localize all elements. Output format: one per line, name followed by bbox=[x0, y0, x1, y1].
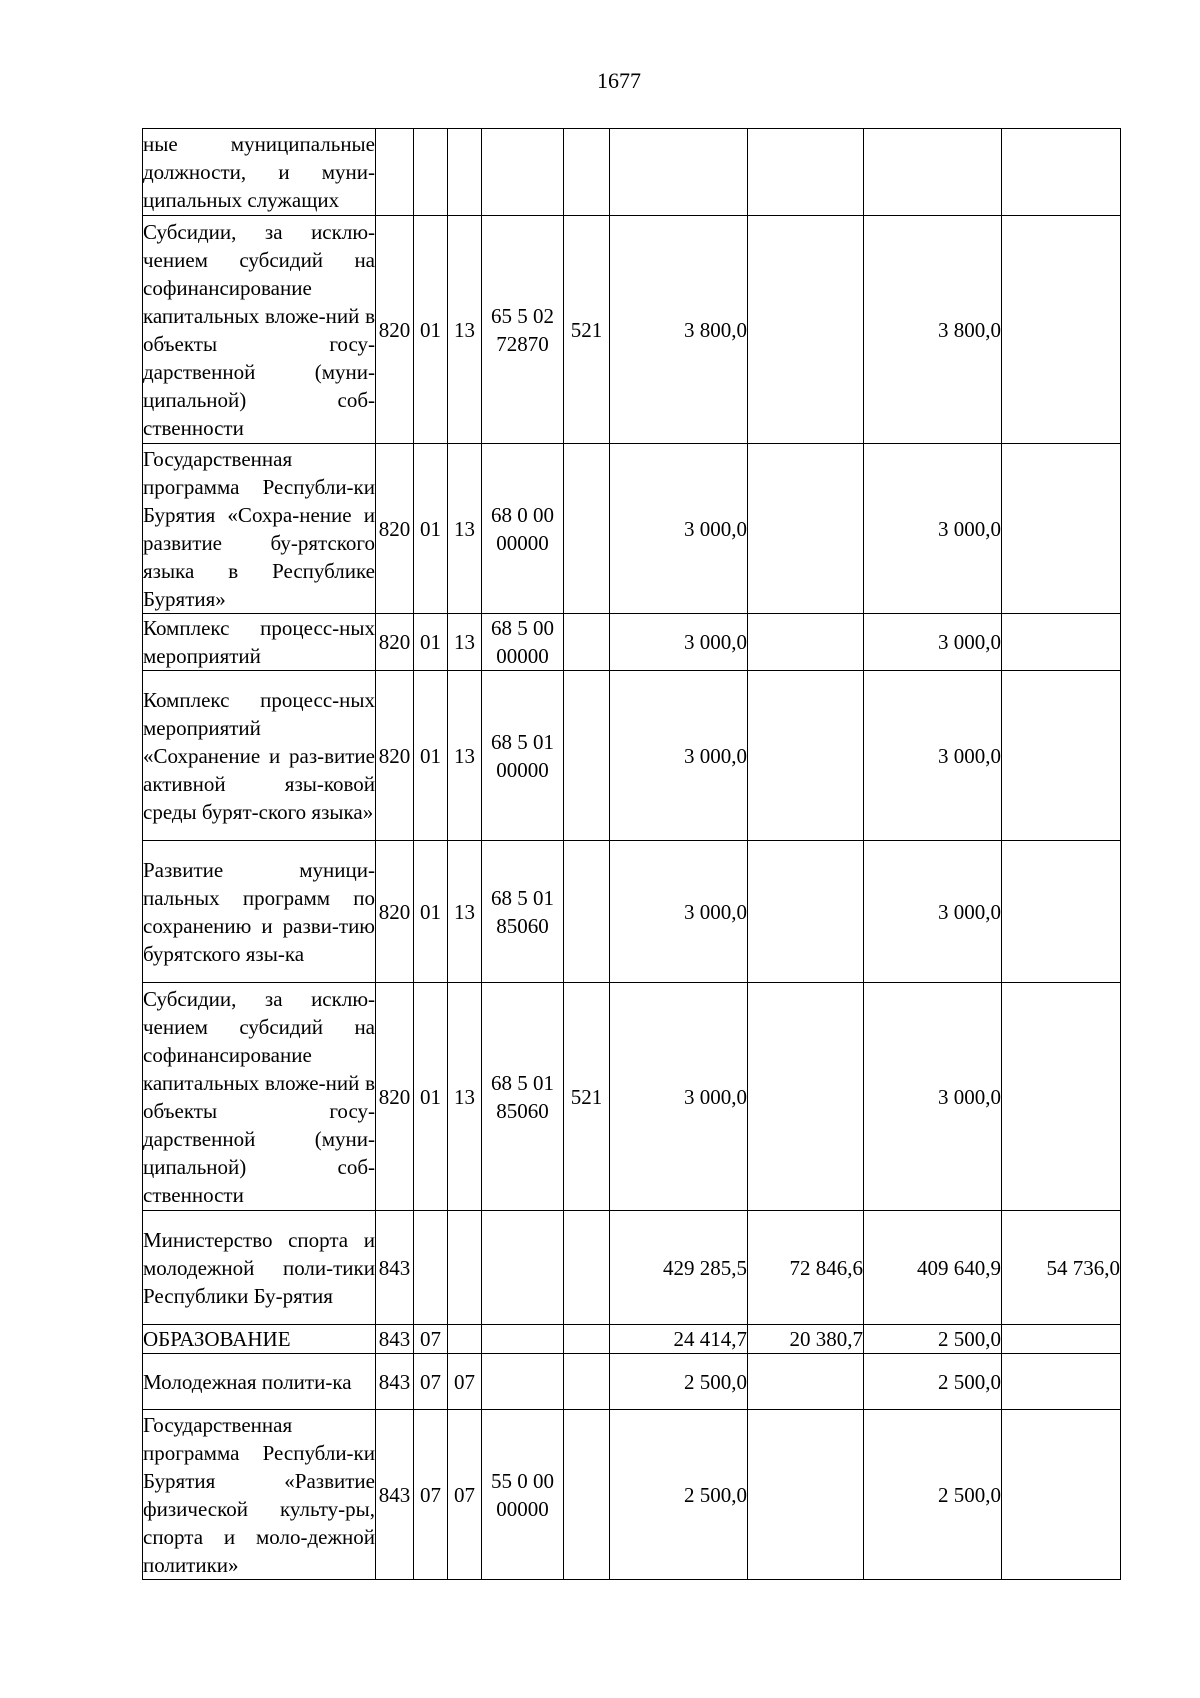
cell-subsection-text: 07 bbox=[454, 1482, 475, 1507]
cell-name bbox=[143, 671, 376, 841]
cell-amount-2-text: 72 846,6 bbox=[789, 1255, 863, 1280]
cell-subsection-text: 13 bbox=[454, 630, 475, 654]
cell-admin bbox=[376, 216, 414, 444]
cell-section bbox=[414, 841, 448, 983]
cell-total-text: 3 000,0 bbox=[684, 630, 747, 654]
cell-amount-3 bbox=[864, 841, 1002, 983]
cell-target bbox=[482, 841, 564, 983]
cell-amount-3-text: 3 800,0 bbox=[938, 317, 1001, 342]
cell-admin bbox=[376, 983, 414, 1211]
cell-subsection bbox=[448, 983, 482, 1211]
cell-amount-4 bbox=[1002, 671, 1121, 841]
cell-name-text: ные муниципальные должности, и муни-ципальных служащих bbox=[143, 132, 375, 212]
cell-target bbox=[482, 444, 564, 614]
cell-admin bbox=[376, 1325, 414, 1354]
cell-expense-type bbox=[564, 841, 610, 983]
cell-name bbox=[143, 216, 376, 444]
budget-table bbox=[142, 128, 1121, 1580]
cell-subsection bbox=[448, 1354, 482, 1410]
cell-amount-3 bbox=[864, 614, 1002, 671]
cell-amount-4 bbox=[1002, 614, 1121, 671]
cell-amount-3 bbox=[864, 1325, 1002, 1354]
cell-amount-4 bbox=[1002, 983, 1121, 1211]
cell-expense-type bbox=[564, 1410, 610, 1580]
cell-name bbox=[143, 1354, 376, 1410]
cell-name-text: Субсидии, за исклю-чением субсидий на софинансирование капитальных вложе-ний в объекты госу-дарственной (муни-ципальной) соб-ственности bbox=[143, 219, 375, 440]
cell-name-text: Субсидии, за исклю-чением субсидий на софинансирование капитальных вложе-ний в объекты госу-дарственной (муни-ципальной) соб-ственности bbox=[143, 986, 375, 1207]
cell-expense-type bbox=[564, 444, 610, 614]
cell-target bbox=[482, 1410, 564, 1580]
table-row bbox=[143, 841, 1121, 983]
cell-amount-2 bbox=[748, 216, 864, 444]
cell-admin-text: 843 bbox=[378, 1482, 411, 1507]
cell-total bbox=[610, 1354, 748, 1410]
cell-section bbox=[414, 614, 448, 671]
table-row bbox=[143, 671, 1121, 841]
cell-expense-type-text: 521 bbox=[570, 1084, 603, 1109]
cell-admin bbox=[376, 1211, 414, 1325]
cell-subsection bbox=[448, 1410, 482, 1580]
cell-amount-3-text: 2 500,0 bbox=[938, 1369, 1001, 1394]
cell-amount-4 bbox=[1002, 1410, 1121, 1580]
cell-subsection bbox=[448, 1211, 482, 1325]
cell-name bbox=[143, 1410, 376, 1580]
cell-name bbox=[143, 444, 376, 614]
cell-section bbox=[414, 216, 448, 444]
cell-section-text: 01 bbox=[420, 516, 441, 541]
cell-total-text: 3 000,0 bbox=[684, 899, 747, 924]
cell-subsection bbox=[448, 614, 482, 671]
cell-amount-3 bbox=[864, 671, 1002, 841]
cell-section bbox=[414, 1410, 448, 1580]
cell-total bbox=[610, 444, 748, 614]
cell-amount-3-text: 2 500,0 bbox=[938, 1327, 1001, 1351]
cell-amount-3 bbox=[864, 983, 1002, 1211]
cell-section-text: 01 bbox=[420, 899, 441, 924]
cell-amount-2 bbox=[748, 1211, 864, 1325]
cell-amount-2 bbox=[748, 1354, 864, 1410]
cell-amount-2 bbox=[748, 129, 864, 216]
cell-subsection bbox=[448, 671, 482, 841]
cell-name-text: Комплекс процесс-ных мероприятий «Сохранение и раз-витие активной язы-ковой среды бурят-ского языка» bbox=[143, 687, 375, 824]
cell-target-text: 68 0 00 00000 bbox=[491, 502, 554, 555]
cell-name bbox=[143, 1325, 376, 1354]
cell-target bbox=[482, 129, 564, 216]
cell-amount-4 bbox=[1002, 1211, 1121, 1325]
cell-admin bbox=[376, 444, 414, 614]
cell-section-text: 01 bbox=[420, 317, 441, 342]
cell-amount-4 bbox=[1002, 1354, 1121, 1410]
cell-admin bbox=[376, 841, 414, 983]
cell-total-text: 3 000,0 bbox=[684, 743, 747, 768]
cell-amount-4-text: 54 736,0 bbox=[1046, 1255, 1120, 1280]
cell-section-text: 01 bbox=[420, 1084, 441, 1109]
cell-target bbox=[482, 1325, 564, 1354]
cell-total-text: 429 285,5 bbox=[663, 1255, 747, 1280]
cell-amount-4 bbox=[1002, 216, 1121, 444]
cell-section bbox=[414, 983, 448, 1211]
cell-name bbox=[143, 614, 376, 671]
cell-admin-text: 820 bbox=[378, 630, 411, 654]
cell-name-text: Государственная программа Республи-ки Бурятия «Сохра-нение и развитие бу-рятского языка в Республике Бурятия» bbox=[143, 446, 375, 611]
cell-name bbox=[143, 983, 376, 1211]
cell-expense-type bbox=[564, 1211, 610, 1325]
cell-admin bbox=[376, 1410, 414, 1580]
cell-total bbox=[610, 671, 748, 841]
cell-amount-3-text: 3 000,0 bbox=[938, 1084, 1001, 1109]
cell-total bbox=[610, 216, 748, 444]
cell-target-text: 68 5 01 85060 bbox=[491, 1070, 554, 1123]
cell-amount-3-text: 3 000,0 bbox=[938, 899, 1001, 924]
cell-name bbox=[143, 1211, 376, 1325]
cell-amount-4 bbox=[1002, 129, 1121, 216]
cell-amount-3 bbox=[864, 1354, 1002, 1410]
cell-admin bbox=[376, 671, 414, 841]
cell-amount-4 bbox=[1002, 841, 1121, 983]
cell-total bbox=[610, 1410, 748, 1580]
cell-expense-type bbox=[564, 129, 610, 216]
cell-amount-2 bbox=[748, 1325, 864, 1354]
cell-amount-2 bbox=[748, 671, 864, 841]
cell-amount-3 bbox=[864, 1410, 1002, 1580]
cell-subsection-text: 07 bbox=[454, 1369, 475, 1394]
cell-section-text: 01 bbox=[420, 630, 441, 654]
table-row bbox=[143, 983, 1121, 1211]
cell-target-text: 55 0 00 00000 bbox=[491, 1468, 554, 1521]
cell-amount-3 bbox=[864, 444, 1002, 614]
cell-name-text: Молодежная полити-ка bbox=[143, 1369, 352, 1394]
cell-section bbox=[414, 671, 448, 841]
cell-subsection-text: 13 bbox=[454, 516, 475, 541]
cell-subsection-text: 13 bbox=[454, 743, 475, 768]
cell-expense-type bbox=[564, 983, 610, 1211]
table-row bbox=[143, 444, 1121, 614]
cell-amount-3-text: 2 500,0 bbox=[938, 1482, 1001, 1507]
cell-expense-type bbox=[564, 671, 610, 841]
cell-amount-3-text: 3 000,0 bbox=[938, 743, 1001, 768]
cell-total bbox=[610, 841, 748, 983]
cell-amount-3 bbox=[864, 216, 1002, 444]
cell-total-text: 3 800,0 bbox=[684, 317, 747, 342]
cell-amount-4 bbox=[1002, 1325, 1121, 1354]
cell-target bbox=[482, 216, 564, 444]
cell-admin-text: 820 bbox=[378, 743, 411, 768]
cell-name-text: ОБРАЗОВАНИЕ bbox=[143, 1327, 291, 1351]
cell-admin-text: 843 bbox=[378, 1255, 411, 1280]
cell-subsection-text: 13 bbox=[454, 899, 475, 924]
cell-amount-3-text: 409 640,9 bbox=[917, 1255, 1001, 1280]
table-row bbox=[143, 1354, 1121, 1410]
cell-name bbox=[143, 841, 376, 983]
cell-admin bbox=[376, 129, 414, 216]
cell-total-text: 2 500,0 bbox=[684, 1482, 747, 1507]
table-row bbox=[143, 129, 1121, 216]
cell-section bbox=[414, 1325, 448, 1354]
table-row bbox=[143, 1211, 1121, 1325]
cell-expense-type-text: 521 bbox=[570, 317, 603, 342]
cell-admin-text: 820 bbox=[378, 317, 411, 342]
cell-section-text: 01 bbox=[420, 743, 441, 768]
cell-name bbox=[143, 129, 376, 216]
cell-admin-text: 843 bbox=[378, 1369, 411, 1394]
cell-subsection bbox=[448, 1325, 482, 1354]
cell-amount-2 bbox=[748, 1410, 864, 1580]
cell-total bbox=[610, 1325, 748, 1354]
cell-total-text: 2 500,0 bbox=[684, 1369, 747, 1394]
cell-admin bbox=[376, 614, 414, 671]
cell-target-text: 65 5 02 72870 bbox=[491, 303, 554, 356]
cell-admin bbox=[376, 1354, 414, 1410]
cell-amount-2 bbox=[748, 614, 864, 671]
cell-name-text: Развитие муници-пальных программ по сохранению и разви-тию бурятского язы-ка bbox=[143, 857, 375, 966]
cell-section bbox=[414, 444, 448, 614]
table-row bbox=[143, 216, 1121, 444]
cell-target-text: 68 5 00 00000 bbox=[491, 616, 554, 668]
cell-expense-type bbox=[564, 216, 610, 444]
cell-section bbox=[414, 1354, 448, 1410]
cell-section-text: 07 bbox=[420, 1369, 441, 1394]
cell-total-text: 24 414,7 bbox=[673, 1327, 747, 1351]
cell-admin-text: 843 bbox=[378, 1327, 411, 1351]
cell-amount-2 bbox=[748, 841, 864, 983]
page-number: 1677 bbox=[597, 68, 641, 93]
cell-subsection-text: 13 bbox=[454, 317, 475, 342]
table-row bbox=[143, 614, 1121, 671]
cell-subsection bbox=[448, 841, 482, 983]
cell-total-text: 3 000,0 bbox=[684, 1084, 747, 1109]
cell-target-text: 68 5 01 85060 bbox=[491, 885, 554, 938]
cell-section bbox=[414, 129, 448, 216]
cell-total bbox=[610, 1211, 748, 1325]
cell-expense-type bbox=[564, 1354, 610, 1410]
cell-admin-text: 820 bbox=[378, 1084, 411, 1109]
cell-subsection-text: 13 bbox=[454, 1084, 475, 1109]
cell-subsection bbox=[448, 129, 482, 216]
cell-section bbox=[414, 1211, 448, 1325]
cell-target bbox=[482, 671, 564, 841]
cell-name-text: Министерство спорта и молодежной поли-тики Республики Бу-рятия bbox=[143, 1227, 375, 1308]
cell-target bbox=[482, 614, 564, 671]
table-row bbox=[143, 1410, 1121, 1580]
cell-amount-2-text: 20 380,7 bbox=[789, 1327, 863, 1351]
cell-amount-2 bbox=[748, 444, 864, 614]
cell-total bbox=[610, 614, 748, 671]
cell-amount-3 bbox=[864, 1211, 1002, 1325]
cell-section-text: 07 bbox=[420, 1482, 441, 1507]
cell-amount-4 bbox=[1002, 444, 1121, 614]
cell-target-text: 68 5 01 00000 bbox=[491, 729, 554, 782]
table-row bbox=[143, 1325, 1121, 1354]
cell-name-text: Государственная программа Республи-ки Бурятия «Развитие физической культу-ры, спорта и моло-дежной политики» bbox=[143, 1412, 375, 1577]
cell-target bbox=[482, 1354, 564, 1410]
cell-subsection bbox=[448, 444, 482, 614]
cell-amount-3-text: 3 000,0 bbox=[938, 516, 1001, 541]
cell-total bbox=[610, 129, 748, 216]
cell-amount-3 bbox=[864, 129, 1002, 216]
cell-expense-type bbox=[564, 1325, 610, 1354]
cell-admin-text: 820 bbox=[378, 516, 411, 541]
cell-amount-2 bbox=[748, 983, 864, 1211]
cell-total-text: 3 000,0 bbox=[684, 516, 747, 541]
cell-section-text: 07 bbox=[420, 1327, 441, 1351]
cell-subsection bbox=[448, 216, 482, 444]
cell-admin-text: 820 bbox=[378, 899, 411, 924]
cell-target bbox=[482, 983, 564, 1211]
cell-target bbox=[482, 1211, 564, 1325]
cell-name-text: Комплекс процесс-ных мероприятий bbox=[143, 616, 375, 668]
cell-amount-3-text: 3 000,0 bbox=[938, 630, 1001, 654]
cell-total bbox=[610, 983, 748, 1211]
cell-expense-type bbox=[564, 614, 610, 671]
